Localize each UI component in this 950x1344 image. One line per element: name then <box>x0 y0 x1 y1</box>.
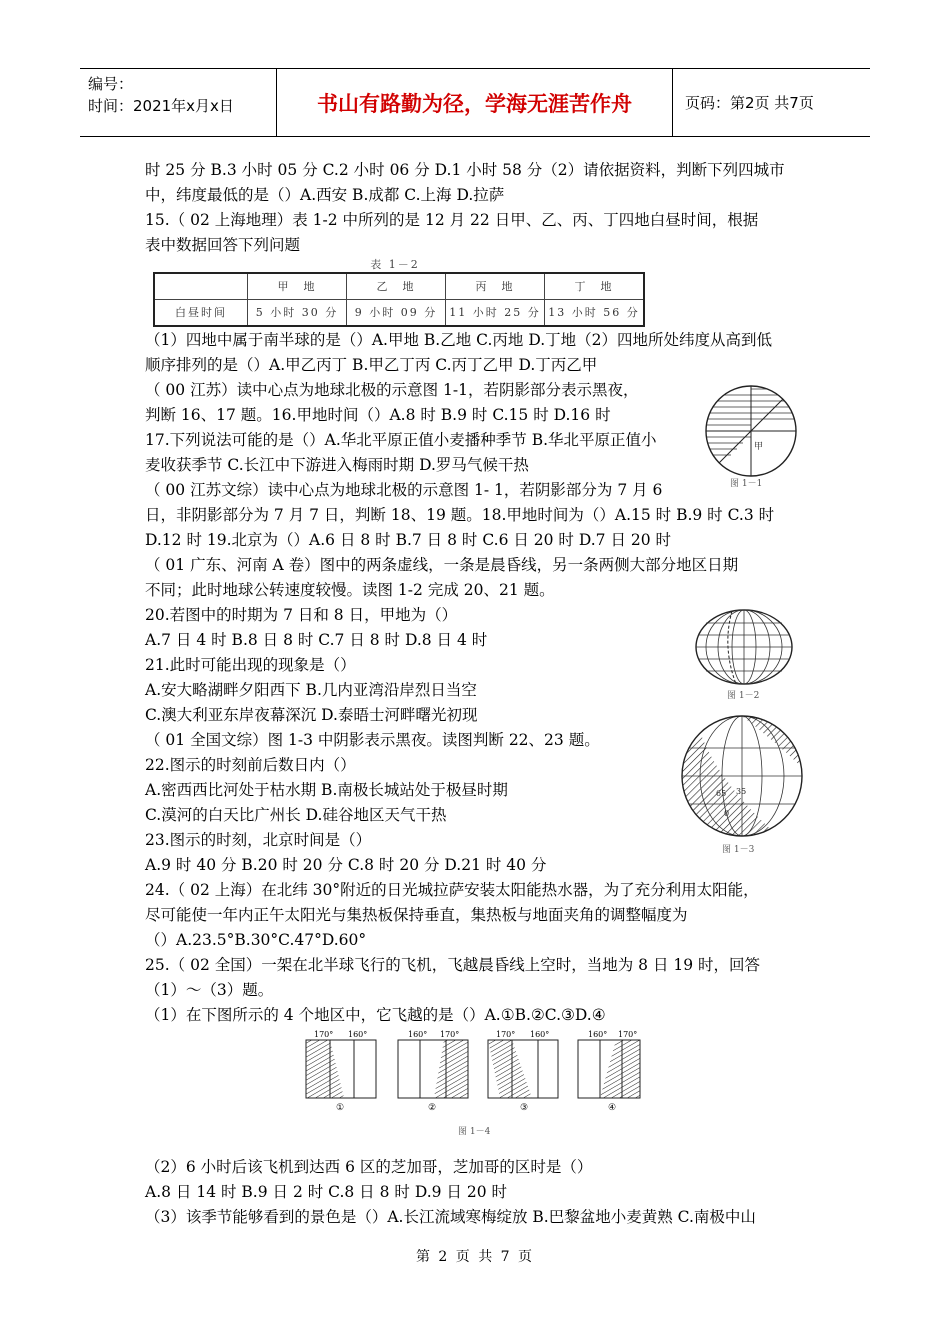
header-meta <box>80 69 277 136</box>
table-header-cell <box>154 273 248 300</box>
page-footer: 第 2 页 共 7 页 <box>415 1249 535 1265</box>
figure-1-1-caption: 图 1－1 <box>730 479 763 489</box>
table-header-cell: 甲 地 <box>248 273 347 300</box>
figure-1-4-lon: 160° <box>408 1030 428 1039</box>
figure-1-3-label: 0 <box>724 809 730 818</box>
text-line: 日，非阴影部分为 7 月 7 日，判断 18、19 题。18.甲地时间为（）A.15 时 B.9 时 C.3 时 <box>145 506 775 524</box>
text-line: （）A.23.5°B.30°C.47°D.60° <box>145 931 367 949</box>
figure-1-4-lon: 160° <box>588 1030 608 1039</box>
text-line: 麦收获季节 C.长江中下游进入梅雨时期 D.罗马气候干热 <box>145 456 529 474</box>
figure-1-4-diagram <box>300 1028 645 1116</box>
text-line: （ 00 江苏）读中心点为地球北极的示意图 1-1，若阴影部分表示黑夜， <box>145 381 639 399</box>
text-line: A.7 日 4 时 B.8 日 8 时 C.7 日 8 时 D.8 日 4 时 <box>145 631 488 649</box>
text-line: A.安大略湖畔夕阳西下 B.几内亚湾沿岸烈日当空 <box>145 681 477 699</box>
figure-1-3-label: 35 <box>736 787 747 796</box>
table-cell: 9 小时 09 分 <box>347 300 446 327</box>
text-line: A.8 日 14 时 B.9 日 2 时 C.8 日 8 时 D.9 日 20 时 <box>145 1183 507 1201</box>
figure-1-4-lon: 160° <box>348 1030 368 1039</box>
table-cell: 5 小时 30 分 <box>248 300 347 327</box>
figure-1-4-num: ④ <box>608 1103 617 1113</box>
text-line: 不同；此时地球公转速度较慢。读图 1-2 完成 20、21 题。 <box>145 581 555 599</box>
table-row-label: 白昼时间 <box>154 300 248 327</box>
text-line: C.漠河的白天比广州长 D.硅谷地区天气干热 <box>145 806 447 824</box>
text-line: C.澳大利亚东岸夜幕深沉 D.泰晤士河畔曙光初现 <box>145 706 478 724</box>
text-line: D.12 时 19.北京为（）A.6 日 8 时 B.7 日 8 时 C.6 日 20 时 D.7 日 20 时 <box>145 531 672 549</box>
figure-1-4-panel <box>398 1030 468 1113</box>
text-line: 尽可能使一年内正午太阳光与集热板保持垂直，集热板与地面夹角的调整幅度为 <box>145 906 688 924</box>
daylight-table-block <box>145 258 810 328</box>
text-line: 24.（ 02 上海）在北纬 30°附近的日光城拉萨安装太阳能热水器，为了充分利用太阳能， <box>145 881 759 899</box>
table-header-cell: 丁 地 <box>545 273 645 300</box>
text-line: 判断 16、17 题。16.甲地时间（）A.8 时 B.9 时 C.15 时 D.16 时 <box>145 406 611 424</box>
header-motto: 书山有路勤为径，学海无涯苦作舟 <box>277 69 673 136</box>
number-label: 编号： <box>88 75 134 93</box>
table-header-row <box>154 273 644 300</box>
text-line: A.密西西比河处于枯水期 B.南极长城站处于极昼时期 <box>145 781 508 799</box>
figure-1-2-diagram <box>692 608 796 686</box>
text-line: （3）该季节能够看到的景色是（）A.长江流域寒梅绽放 B.巴黎盆地小麦黄熟 C.南极中山 <box>145 1208 756 1226</box>
table-cell: 13 小时 56 分 <box>545 300 645 327</box>
text-line: 21.此时可能出现的现象是（） <box>145 656 356 674</box>
figure-1-3-label: 65 <box>716 789 727 798</box>
figure-1-4-lon: 170° <box>618 1030 638 1039</box>
text-line: 22.图示的时刻前后数日内（） <box>145 756 356 774</box>
figure-1-4-caption: 图 1－4 <box>458 1127 491 1137</box>
text-line: 15.（ 02 上海地理）表 1-2 中所列的是 12 月 22 日甲、乙、丙、丁四地白昼时间，根据 <box>145 211 759 229</box>
figure-1-1-label: 甲 <box>754 442 764 452</box>
text-line: （1）在下图所示的 4 个地区中，它飞越的是（）A.①B.②C.③D.④ <box>145 1006 606 1024</box>
text-line: （2）6 小时后该飞机到达西 6 区的芝加哥，芝加哥的区时是（） <box>145 1158 593 1176</box>
table-header-cell: 乙 地 <box>347 273 446 300</box>
figure-1-4-num: ② <box>428 1103 437 1113</box>
text-line: （ 00 江苏文综）读中心点为地球北极的示意图 1- 1，若阴影部分为 7 月 6 <box>145 481 663 499</box>
figure-1-3-diagram <box>678 712 806 840</box>
figure-1-3-caption: 图 1－3 <box>722 845 755 855</box>
table-row <box>154 300 644 327</box>
time-label: 时间：2021年x月x日 <box>88 97 234 115</box>
figure-1-4-panel <box>306 1030 376 1113</box>
figure-1-4-lon: 160° <box>530 1030 550 1039</box>
text-line: 时 25 分 B.3 小时 05 分 C.2 小时 06 分 D.1 小时 58 分（2）请依据资料，判断下列四城市 <box>145 161 785 179</box>
figure-1-4-panel <box>578 1030 640 1113</box>
text-line: （1）～（3）题。 <box>145 981 274 999</box>
text-line: 23.图示的时刻，北京时间是（） <box>145 831 372 849</box>
daylight-table <box>153 272 645 327</box>
text-line: （ 01 全国文综）图 1-3 中阴影表示黑夜。读图判断 22、23 题。 <box>145 731 600 749</box>
figure-1-4-lon: 170° <box>440 1030 460 1039</box>
page-header <box>80 68 870 137</box>
text-line: 顺序排列的是（）A.甲乙丙丁 B.甲乙丁丙 C.丙丁乙甲 D.丁丙乙甲 <box>145 356 598 374</box>
text-line: （1）四地中属于南半球的是（）A.甲地 B.乙地 C.丙地 D.丁地（2）四地所处纬度从高到低 <box>145 331 772 349</box>
text-line: A.9 时 40 分 B.20 时 20 分 C.8 时 20 分 D.21 时 40 分 <box>145 856 547 874</box>
text-line: 20.若图中的时期为 7 日和 8 日，甲地为（） <box>145 606 458 624</box>
table-header-cell: 丙 地 <box>446 273 545 300</box>
header-page-label: 页码：第2页 共7页 <box>685 94 814 112</box>
figure-1-4-num: ① <box>336 1103 345 1113</box>
table-cell: 11 小时 25 分 <box>446 300 545 327</box>
figure-1-1-diagram <box>703 383 799 479</box>
figure-1-4-lon: 170° <box>314 1030 334 1039</box>
table-caption: 表 1－2 <box>370 258 420 271</box>
text-line: 表中数据回答下列问题 <box>145 236 301 254</box>
text-line: 25.（ 02 全国）一架在北半球飞行的飞机，飞越晨昏线上空时，当地为 8 日 19 时，回答 <box>145 956 761 974</box>
figure-1-2-caption: 图 1－2 <box>727 691 760 701</box>
text-line: 17.下列说法可能的是（）A.华北平原正值小麦播种季节 B.华北平原正值小 <box>145 431 657 449</box>
text-line: （ 01 广东、河南 A 卷）图中的两条虚线，一条是晨昏线，另一条两侧大部分地区日期 <box>145 556 739 574</box>
figure-1-4-panel <box>488 1030 558 1113</box>
figure-1-4-num: ③ <box>520 1103 529 1113</box>
text-line: 中，纬度最低的是（）A.西安 B.成都 C.上海 D.拉萨 <box>145 186 505 204</box>
figure-1-4-lon: 170° <box>496 1030 516 1039</box>
